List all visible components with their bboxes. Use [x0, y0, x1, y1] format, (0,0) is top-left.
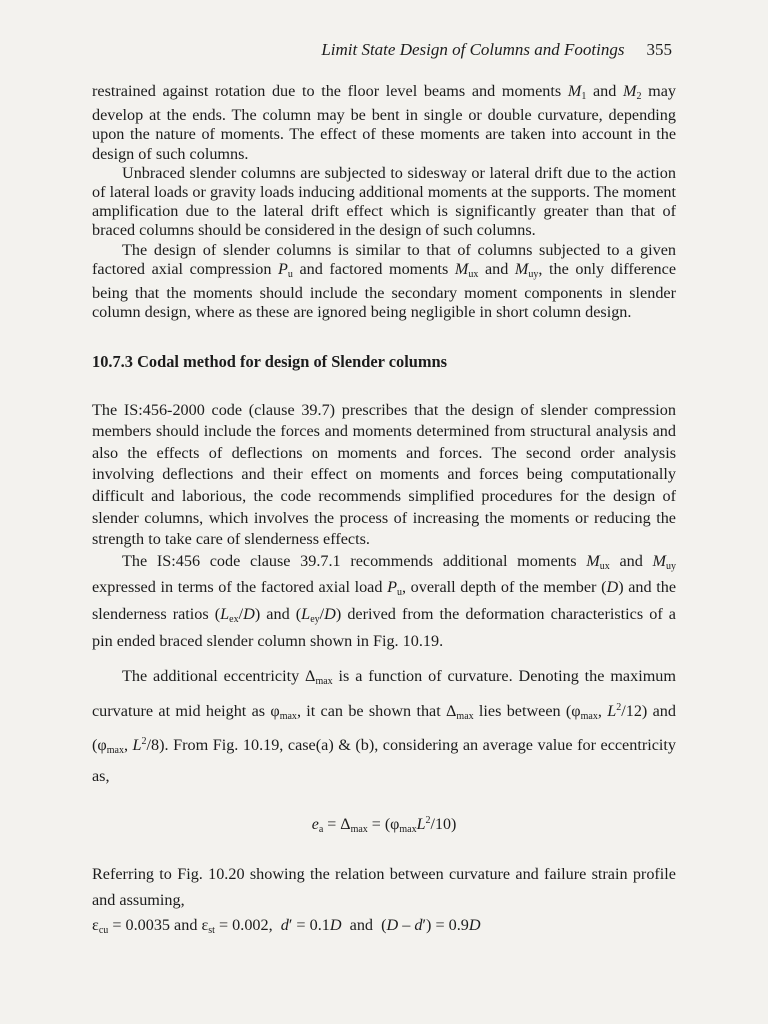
paragraph-3: The design of slender columns is similar to that of columns subjected to a given factored axial compression $P_u$ and factored moments $M_{ux}$ and $M_{uy}$, the only difference being that the moments should include the secondary moment components in slender column design, where as these are ignored being negligible in short column design.	[92, 240, 677, 322]
strain-conditions: $\varepsilon_{cu} = 0.0035$ and $\varepsilon_{st} = 0.002$, d′ = 0.1D and (D – d′) = 0.9D	[92, 916, 481, 937]
equation-eccentricity: $e_a = \Delta_{max} = (\varphi_{max}L^2/10)$	[311, 814, 457, 835]
paragraph-1: restrained against rotation due to the floor level beams and moments $M_1$ and $M_2$ may develop at the ends. The column may be bent in single or double curvature, depending upon the nature of moments. The effect of these moments are taken into account in the design of such columns.	[92, 82, 676, 163]
paragraph-4: The IS:456-2000 code (clause 39.7) prescribes that the design of slender compression members should include the forces and moments determined from structural analysis and also the effects of deflections on moments and forces. The second order analysis involving deflections and their effect on moments and forces being computationally difficult and laborious, the code recommends simplified procedures for the design of slender columns, which involves the process of increasing the moments or reducing the strength to take care of slenderness effects.	[92, 400, 676, 549]
running-title: Limit State Design of Columns and Footings	[321, 40, 625, 59]
section-heading: 10.7.3 Codal method for design of Slender columns	[92, 352, 448, 372]
paragraph-7: Referring to Fig. 10.20 showing the relation between curvature and failure strain profile and assuming,	[92, 865, 676, 909]
page-body	[92, 82, 676, 944]
page-number: 355	[646, 40, 672, 59]
paragraph-6: The additional eccentricity $\Delta_{max}$ is a function of curvature. Denoting the maximum curvature at mid height as $\varphi_{max}$, it can be shown that $\Delta_{max}$ lies between ($\varphi_{max}$, $L^2/12$) and ($\varphi_{max}$, $L^2/8$). From Fig. 10.19, case(a) & (b), considering an average value for eccentricity as,	[92, 667, 676, 785]
paragraph-5: The IS:456 code clause 39.7.1 recommends additional moments $M_{ux}$ and $M_{uy}$ expressed in terms of the factored axial load $P_u$, overall depth of the member (D) and the slenderness ratios $(L_{ex}/D)$ and $(L_{ey}/D)$ derived from the deformation characteristics of a pin ended braced slender column shown in Fig. 10.19.	[92, 551, 677, 650]
running-header	[0, 40, 672, 60]
paragraph-2: Unbraced slender columns are subjected to sidesway or lateral drift due to the action of lateral loads or gravity loads inducing additional moments at the supports. The moment amplification due to the lateral drift effect which is significantly greater than that of braced columns should be considered in the design of such columns.	[92, 163, 676, 240]
